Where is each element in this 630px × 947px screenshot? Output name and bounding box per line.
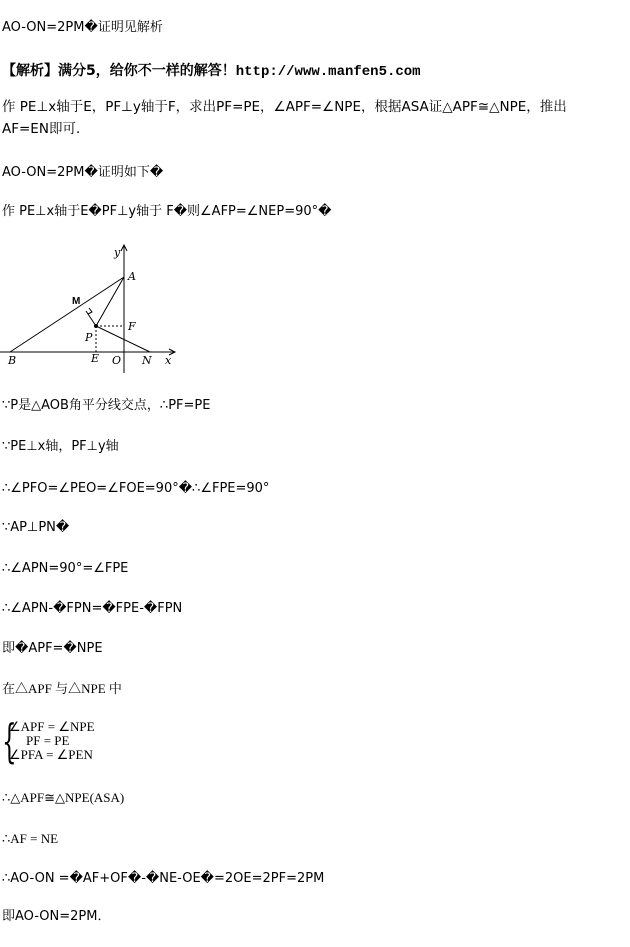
point-P [94, 324, 98, 328]
system-line-2: PF = PE [26, 733, 70, 748]
proof-step-7: 即�APF=�NPE [2, 641, 103, 656]
label-E: E [91, 352, 100, 365]
label-y: y [114, 246, 121, 259]
right-angle-mark [88, 308, 92, 314]
label-N: N [142, 354, 152, 367]
proof-step-9: ∴△APF≅△NPE(ASA) [2, 790, 125, 805]
proof-step-8: 在△APF 与△NPE 中 [2, 681, 122, 696]
system-brace: { [2, 714, 17, 768]
proof-step-2: ∵PE⊥x轴，PF⊥y轴 [2, 439, 119, 454]
source-url: http://www.manfen5.com [235, 64, 421, 80]
line-PA [96, 277, 124, 326]
answer-line: AO-ON=2PM�证明见解析 [2, 20, 163, 35]
proof-step-3: ∴∠PFO=∠PEO=∠FOE=90°�∴∠FPE=90° [2, 481, 270, 496]
construction-line: 作 PE⊥x轴于E�PF⊥y轴于 F�则∠AFP=∠NEP=90°� [2, 204, 332, 219]
proof-step-5: ∴∠APN=90°=∠FPE [2, 561, 129, 576]
conclusion-line: 即AO-ON=2PM． [2, 909, 111, 924]
system-line-3: ∠PFA = ∠PEN [9, 747, 93, 762]
analysis-line-2: AF=EN即可． [2, 121, 90, 137]
line-BA [10, 277, 124, 352]
label-O: O [112, 354, 122, 367]
analysis-line-1: 作 PE⊥x轴于E，PF⊥y轴于F，求出PF=PE，∠APF=∠NPE，根据ASA证△APF≅△NPE，推出 [2, 99, 567, 115]
proof-step-10: ∴AF = NE [2, 831, 59, 846]
label-B: B [8, 354, 17, 367]
system-line-1: ∠APF = ∠NPE [9, 719, 95, 734]
label-F: F [128, 320, 136, 333]
label-A: A [128, 270, 136, 283]
line-PN [96, 326, 150, 352]
analysis-title: 【解析】满分5，给你不一样的解答！ [2, 63, 236, 79]
label-M: M [72, 296, 81, 307]
proof-step-1: ∵P是△AOB角平分线交点，∴PF=PE [2, 398, 211, 413]
label-P: P [85, 331, 93, 344]
line-PM [86, 311, 96, 326]
label-x: x [165, 354, 172, 367]
proof-step-11: ∴AO-ON =�AF+OF�-�NE-OE�=2OE=2PF=2PM [2, 871, 325, 886]
proof-step-4: ∵AP⊥PN� [2, 520, 70, 535]
proof-intro: AO-ON=2PM�证明如下� [2, 165, 164, 180]
analysis-header [2, 63, 421, 80]
proof-step-6: ∴∠APN-�FPN=�FPE-�FPN [2, 601, 183, 616]
geometry-figure [0, 240, 190, 380]
